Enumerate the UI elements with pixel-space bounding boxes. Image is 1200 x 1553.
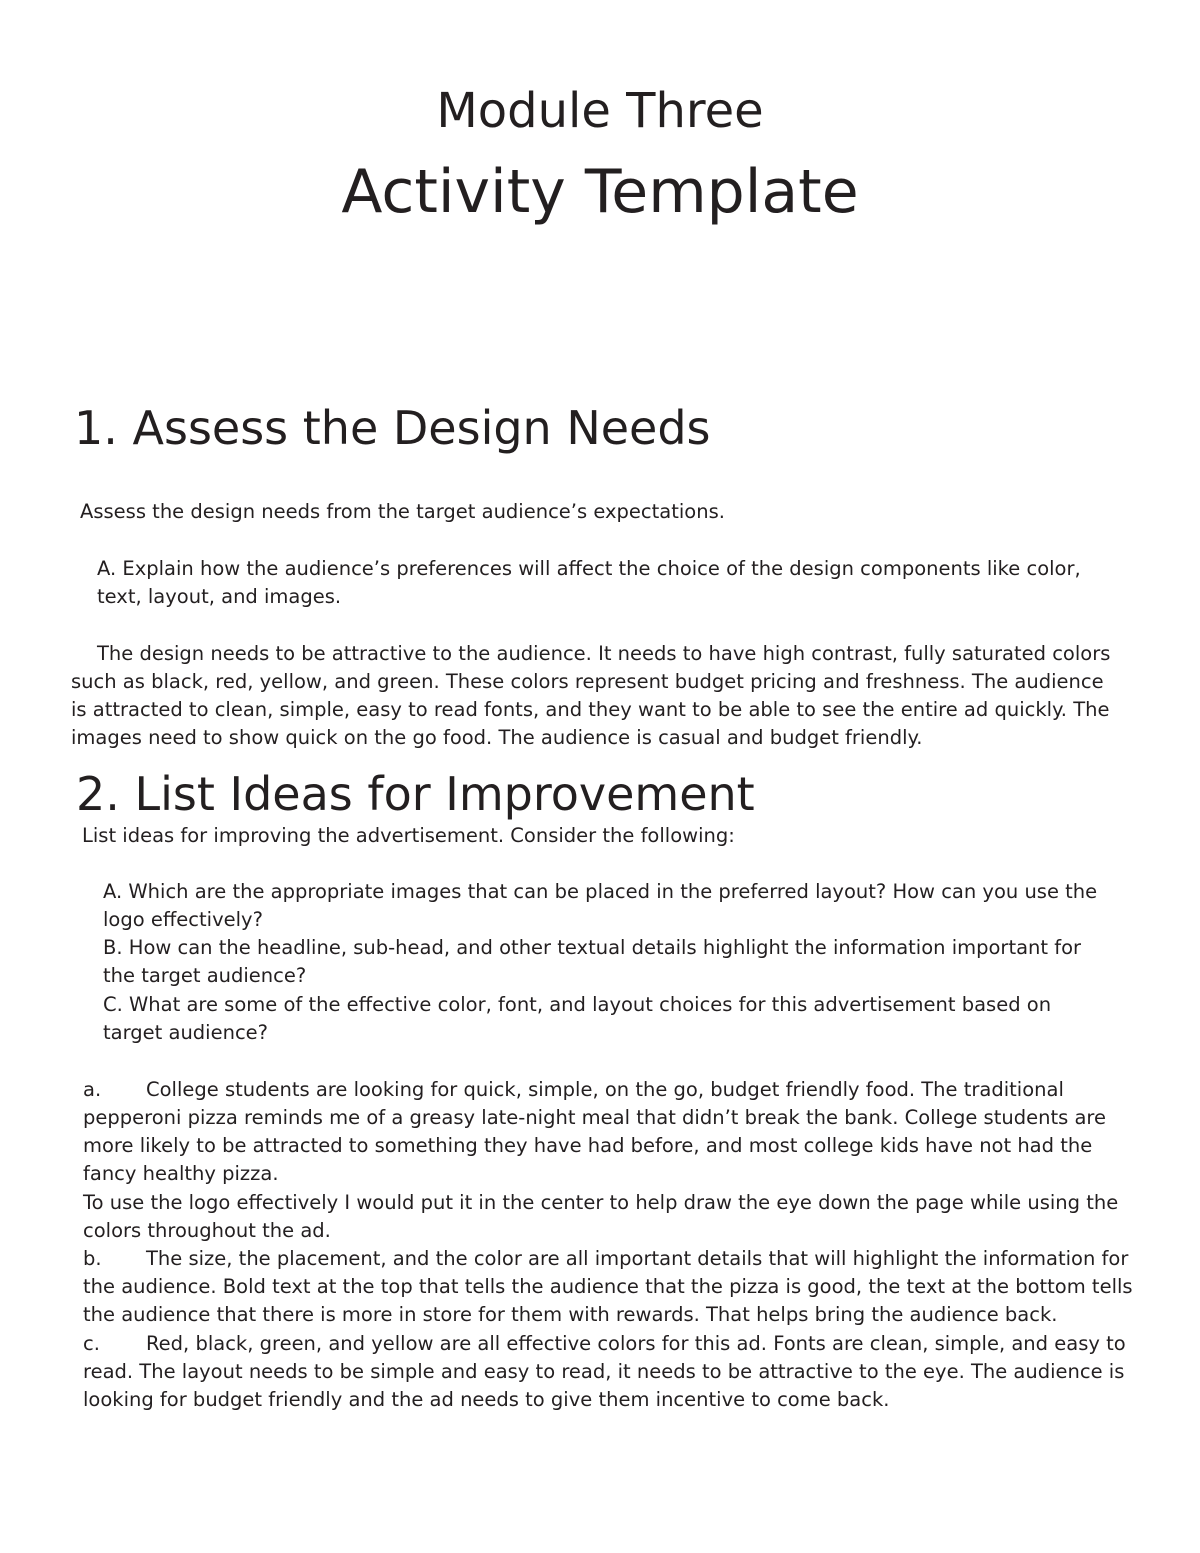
document-title: Activity Template [341, 157, 859, 227]
section1-answer-line: The design needs to be attractive to the audience. It needs to have high contrast, fully saturated colors [97, 642, 1111, 665]
section2-prompt-line: C. What are some of the effective color, font, and layout choices for this advertisement based on [103, 993, 1052, 1016]
section2-intro: List ideas for improving the advertisement. Consider the following: [82, 824, 735, 847]
answer-c-line: Red, black, green, and yellow are all effective colors for this ad. Fonts are clean, simple, and easy to [146, 1332, 1126, 1355]
section1-prompt-line: text, layout, and images. [97, 585, 342, 608]
answer-b-line: the audience that there is more in store for them with rewards. That helps bring the audience back. [83, 1303, 1058, 1326]
answer-b-marker: b. [83, 1247, 102, 1270]
section2-prompt-line: A. Which are the appropriate images that can be placed in the preferred layout? How can you use the [103, 880, 1098, 903]
answer-b-line: The size, the placement, and the color are all important details that will highlight the information for [146, 1247, 1129, 1270]
section1-answer-line: such as black, red, yellow, and green. These colors represent budget pricing and freshness. The audience [71, 670, 1104, 693]
section2-prompt-line: logo effectively? [103, 908, 263, 931]
answer-a-line: colors throughout the ad. [83, 1219, 331, 1242]
answer-a-line: To use the logo effectively I would put it in the center to help draw the eye down the page while using the [83, 1191, 1119, 1214]
answer-c-marker: c. [83, 1332, 100, 1355]
answer-c-line: read. The layout needs to be simple and easy to read, it needs to be attractive to the eye. The audience is [83, 1360, 1125, 1383]
module-title: Module Three [436, 83, 764, 139]
answer-a-line: pepperoni pizza reminds me of a greasy late-night meal that didn’t break the bank. College students are [83, 1106, 1106, 1129]
answer-a-line: more likely to be attracted to something they have had before, and most college kids have not had the [83, 1134, 1093, 1157]
section1-heading: 1. Assess the Design Needs [74, 401, 711, 455]
answer-a-line: College students are looking for quick, simple, on the go, budget friendly food. The traditional [146, 1078, 1064, 1101]
section1-prompt-line: A. Explain how the audience’s preferences will affect the choice of the design components like color, [97, 557, 1081, 580]
answer-b-line: the audience. Bold text at the top that tells the audience that the pizza is good, the text at the bottom tells [83, 1275, 1133, 1298]
section1-intro: Assess the design needs from the target audience’s expectations. [80, 500, 725, 523]
section2-prompt-line: the target audience? [103, 964, 307, 987]
section2-heading: 2. List Ideas for Improvement [76, 767, 755, 821]
section2-prompt-line: B. How can the headline, sub-head, and other textual details highlight the information important for [103, 936, 1082, 959]
answer-a-line: fancy healthy pizza. [83, 1162, 279, 1185]
section1-answer-line: is attracted to clean, simple, easy to read fonts, and they want to be able to see the entire ad quickly. The [71, 698, 1110, 721]
answer-a-marker: a. [83, 1078, 102, 1101]
section1-answer-line: images need to show quick on the go food. The audience is casual and budget friendly. [71, 726, 923, 749]
section2-prompt-line: target audience? [103, 1021, 269, 1044]
answer-c-line: looking for budget friendly and the ad needs to give them incentive to come back. [83, 1388, 890, 1411]
